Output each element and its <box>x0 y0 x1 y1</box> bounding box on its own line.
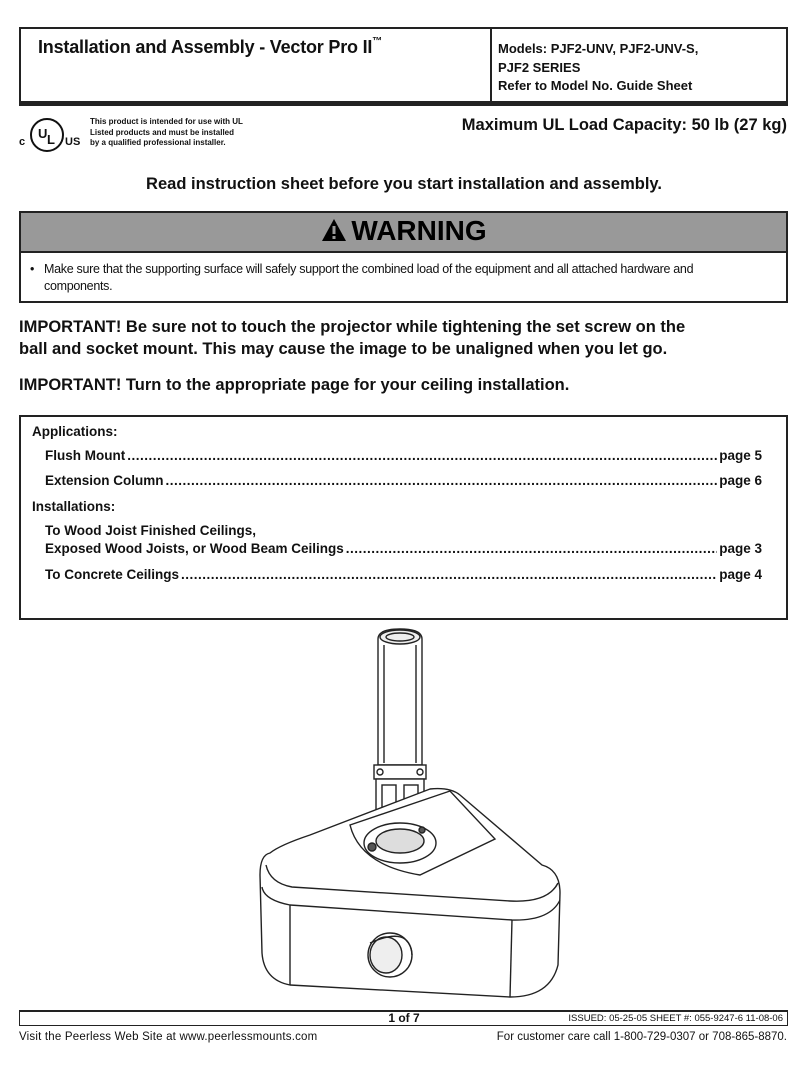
important-1-line-2: ball and socket mount. This may cause the image to be unaligned when you let go. <box>19 340 668 358</box>
load-capacity: Maximum UL Load Capacity: 50 lb (27 kg) <box>461 116 787 134</box>
toc-item-flush-mount[interactable]: Flush Mount ..... page 5 <box>45 448 762 463</box>
warning-title: WARNING <box>0 215 808 247</box>
svg-text:L: L <box>47 132 55 147</box>
toc-item-wood-joist[interactable]: Exposed Wood Joists, or Wood Beam Ceilings ..... page 3 <box>45 541 762 556</box>
svg-text:US: US <box>65 136 81 148</box>
customer-care: For customer care call 1-800-729-0307 or 708-865-8870. <box>496 1031 787 1043</box>
projector-mount-illustration <box>250 625 570 1005</box>
models-line-1: Models: PJF2-UNV, PJF2-UNV-S, <box>498 41 699 56</box>
toc-item-extension-column[interactable]: Extension Column ..... page 6 <box>45 473 762 488</box>
warning-line-2: components. <box>44 279 113 293</box>
toc-item-concrete-ceilings[interactable]: To Concrete Ceilings ..... page 4 <box>45 567 762 582</box>
toc-item-wood-joist-line-1: To Wood Joist Finished Ceilings, <box>45 523 257 538</box>
applications-heading: Applications: <box>32 424 118 439</box>
warning-triangle-icon <box>321 218 347 242</box>
bullet: • <box>30 262 35 276</box>
important-note-2: IMPORTANT! Turn to the appropriate page for your ceiling installation. <box>19 376 570 394</box>
important-1-line-1: IMPORTANT! Be sure not to touch the projector while tightening the set screw on the <box>19 318 686 336</box>
important-note-1 <box>19 316 685 360</box>
issued-info: ISSUED: 05-25-05 SHEET #: 055-9247-6 11-08-06 <box>568 1013 783 1024</box>
header-divider <box>490 27 492 101</box>
svg-text:U: U <box>38 126 48 141</box>
document-title: Installation and Assembly - Vector Pro II™ <box>38 36 383 57</box>
ul-note-line-1: This product is intended for use with UL <box>90 117 243 126</box>
header-rule <box>19 101 788 106</box>
models-line-2: PJF2 SERIES <box>498 59 581 75</box>
ul-note-line-3: by a qualified professional installer. <box>90 138 226 147</box>
contents-box <box>19 415 788 620</box>
page-number: 1 of 7 <box>388 1011 420 1025</box>
warning-text <box>30 261 775 295</box>
models-line-3: Refer to Model No. Guide Sheet <box>498 78 693 93</box>
ul-note-line-2: Listed products and must be installed <box>90 127 235 137</box>
installations-heading: Installations: <box>32 499 116 514</box>
ul-note <box>90 117 260 149</box>
ul-listed-logo-icon <box>19 114 87 156</box>
svg-text:c: c <box>19 136 26 148</box>
website-link[interactable]: Visit the Peerless Web Site at www.peerlessmounts.com <box>19 1031 318 1043</box>
read-first-notice: Read instruction sheet before you start installation and assembly. <box>146 175 662 193</box>
warning-line-1: Make sure that the supporting surface will safely support the combined load of the equipment and all attached hardware and <box>44 262 694 276</box>
model-info <box>498 40 698 96</box>
